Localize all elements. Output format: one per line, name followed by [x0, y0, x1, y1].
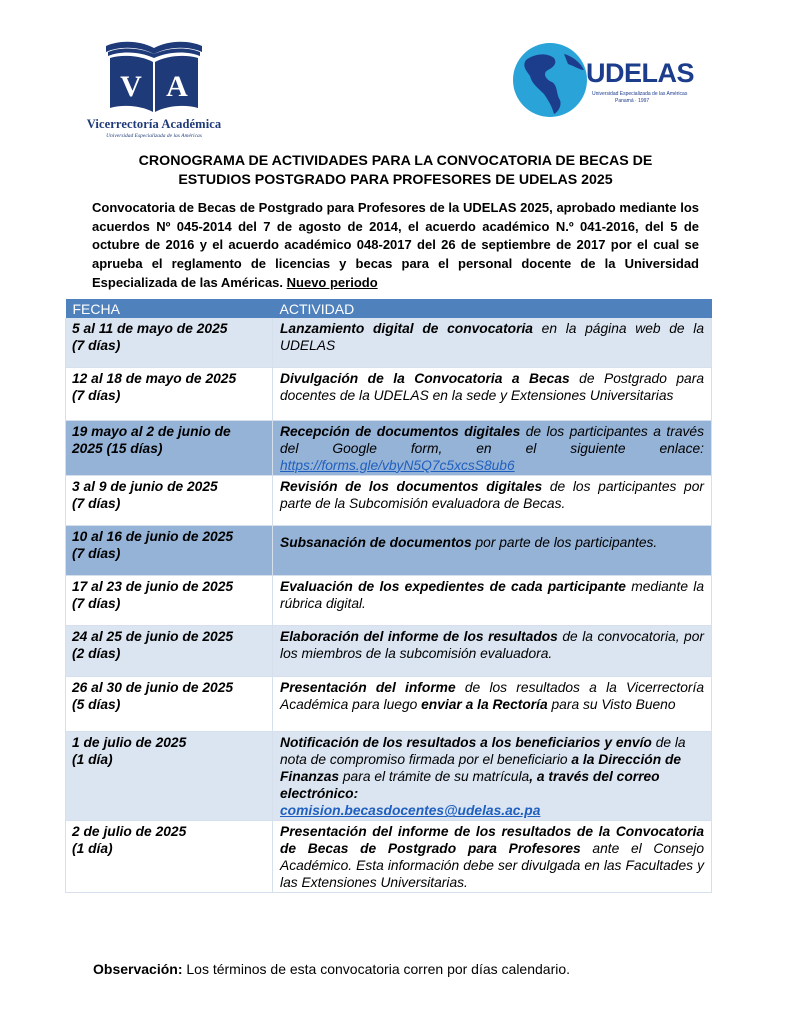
header-date: FECHA [66, 299, 273, 318]
row-activity: Recepción de documentos digitales de los participantes a través del Google form, en el siguiente enlace: https://forms.gle/vbyN5Q7c5xcsS8ub6 [273, 420, 712, 475]
date-duration: (1 día) [72, 751, 113, 767]
observation-note [93, 961, 570, 977]
date-range: 10 al 16 de junio de 2025 [72, 528, 234, 544]
date-duration: (7 días) [72, 387, 121, 403]
table-row [66, 475, 712, 525]
row-date [66, 475, 273, 525]
vicerrectoria-logo [76, 38, 232, 146]
date-range: 1 de julio de 2025 [72, 734, 187, 750]
date-range: 2 de julio de 2025 [72, 823, 187, 839]
va-letter-v: V [120, 70, 142, 103]
title-line-2: ESTUDIOS POSTGRADO PARA PROFESORES DE UDELAS 2025 [178, 171, 613, 188]
table-row [66, 575, 712, 625]
date-duration: (7 días) [72, 338, 121, 354]
globe-icon [512, 40, 592, 120]
row-activity: Divulgación de la Convocatoria a Becas de Postgrado para docentes de la UDELAS en la sede y Extensiones Universitarias [273, 367, 712, 420]
date-duration: (1 día) [72, 840, 113, 856]
udelas-subtitle: Universidad Especializada de las Américas [592, 91, 688, 97]
date-duration: (7 días) [72, 495, 121, 511]
row-date [66, 575, 273, 625]
row-activity: Elaboración del informe de los resultados de la convocatoria, por los miembros de la subcomisión evaluadora. [273, 625, 712, 676]
udelas-logo [512, 40, 695, 120]
date-range: 17 al 23 de junio de 2025 [72, 578, 234, 594]
row-date [66, 625, 273, 676]
row-date [66, 420, 273, 475]
date-range: 26 al 30 de junio de 2025 [72, 679, 234, 695]
row-date [66, 525, 273, 575]
va-caption: Vicerrectoría Académica [86, 117, 222, 131]
date-duration: (5 días) [72, 696, 121, 712]
intro-text: Convocatoria de Becas de Postgrado para Profesores de la UDELAS 2025, aprobado mediante los acuerdos Nº 045-2014 del 7 de agosto de 2014, el acuerdo académico N.º 041-2016, del 5 de octubre de 2016 y el acuerdo académico 048-2017 del 26 de septiembre de 2017 por el cual se aprueba el reglamento de licencias y becas para el personal docente de la Universidad Especializada de las Américas. [92, 200, 699, 290]
document-title [80, 152, 711, 189]
table-row [66, 367, 712, 420]
row-date [66, 731, 273, 820]
schedule-table [65, 299, 712, 893]
row-activity: Presentación del informe de los resultados de la Convocatoria de Becas de Postgrado para Profesores ante el Consejo Académico. Esta información debe ser divulgada en las Facultades y las Extensiones Universitarias. [273, 820, 712, 892]
date-range: 3 al 9 de junio de 2025 [72, 478, 218, 494]
open-book-icon [104, 38, 204, 118]
date-range: 24 al 25 de junio de 2025 [72, 628, 234, 644]
udelas-name: UDELAS [586, 58, 695, 88]
date-range: 19 mayo al 2 de junio de [72, 423, 231, 439]
google-form-link[interactable]: https://forms.gle/vbyN5Q7c5xcsS8ub6 [280, 457, 515, 473]
table-row [66, 676, 712, 731]
email-link[interactable]: comision.becasdocentes@udelas.ac.pa [280, 803, 541, 819]
date-duration: 2025 (15 días) [72, 440, 163, 456]
row-activity: Revisión de los documentos digitales de los participantes por parte de la Subcomisión evaluadora de Becas. [273, 475, 712, 525]
row-activity: Notificación de los resultados a los beneficiarios y envío de la nota de compromiso firmada por el beneficiario a la Dirección de Finanzas para el trámite de su matrícula, a través del correo electrónico: comision.becasdocentes@udelas.ac.pa [273, 731, 712, 820]
row-activity: Presentación del informe de los resultados a la Vicerrectoría Académica para luego enviar a la Rectoría para su Visto Bueno [273, 676, 712, 731]
row-date [66, 820, 273, 892]
table-header-row [66, 299, 712, 318]
table-row [66, 731, 712, 820]
observation-label: Observación: [93, 961, 183, 977]
observation-text: Los términos de esta convocatoria corren por días calendario. [182, 961, 571, 977]
table-row [66, 625, 712, 676]
row-date [66, 676, 273, 731]
date-range: 12 al 18 de mayo de 2025 [72, 370, 237, 386]
row-date [66, 318, 273, 367]
header-activity: ACTIVIDAD [273, 299, 712, 318]
table-row [66, 525, 712, 575]
date-duration: (7 días) [72, 545, 121, 561]
va-letter-a: A [166, 70, 188, 103]
table-row [66, 318, 712, 367]
row-activity: Subsanación de documentos por parte de los participantes. [273, 525, 712, 575]
row-activity: Evaluación de los expedientes de cada participante mediante la rúbrica digital. [273, 575, 712, 625]
title-line-1: CRONOGRAMA DE ACTIVIDADES PARA LA CONVOCATORIA DE BECAS DE [138, 153, 653, 169]
row-date [66, 367, 273, 420]
table-row [66, 420, 712, 475]
date-duration: (7 días) [72, 595, 121, 611]
new-period-label: Nuevo periodo [286, 274, 378, 290]
udelas-year: Panamá · 1997 [615, 98, 650, 104]
intro-paragraph [92, 199, 699, 293]
date-duration: (2 días) [72, 645, 121, 661]
row-activity: Lanzamiento digital de convocatoria en la página web de la UDELAS [273, 318, 712, 367]
va-subcaption: Universidad Especializada de las Américas [106, 133, 202, 139]
date-range: 5 al 11 de mayo de 2025 [72, 321, 228, 336]
table-row [66, 820, 712, 892]
